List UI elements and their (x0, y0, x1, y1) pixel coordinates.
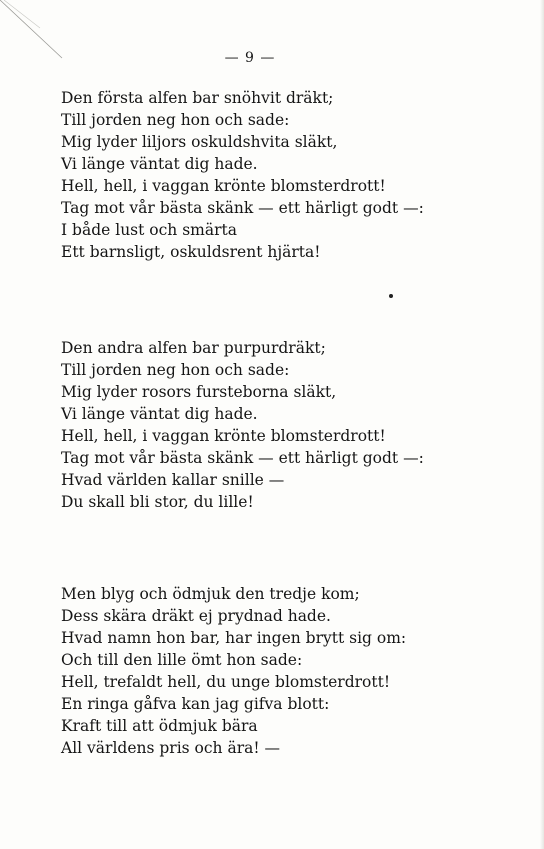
stanza-1 (61, 87, 501, 263)
stray-ink-dot (389, 294, 393, 298)
verse-line: Mig lyder liljors oskuldshvita släkt, (61, 133, 338, 151)
page-number: — 9 — (224, 50, 276, 66)
verse-line: Tag mot vår bästa skänk — ett härligt godt —: (61, 199, 424, 217)
verse-line: Dess skära dräkt ej prydnad hade. (61, 607, 331, 625)
page-edge (540, 0, 544, 849)
verse-line: Den första alfen bar snöhvit dräkt; (61, 89, 334, 107)
verse-line: Och till den lille ömt hon sade: (61, 651, 303, 669)
verse-line: Till jorden neg hon och sade: (61, 111, 290, 129)
verse-line: Hell, hell, i vaggan krönte blomsterdrott! (61, 427, 386, 445)
verse-line: Vi länge väntat dig hade. (61, 405, 258, 423)
stanza-2 (61, 337, 501, 513)
verse-line: Mig lyder rosors fursteborna släkt, (61, 383, 337, 401)
verse-line: Tag mot vår bästa skänk — ett härligt godt —: (61, 449, 424, 467)
verse-line: Men blyg och ödmjuk den tredje kom; (61, 585, 360, 603)
verse-line: All världens pris och ära! — (61, 739, 280, 757)
verse-line: Kraft till att ödmjuk bära (61, 717, 258, 735)
verse-line: Hell, hell, i vaggan krönte blomsterdrott! (61, 177, 386, 195)
verse-line: Ett barnsligt, oskuldsrent hjärta! (61, 243, 321, 261)
verse-line: En ringa gåfva kan jag gifva blott: (61, 695, 330, 713)
verse-line: Hell, trefaldt hell, du unge blomsterdrott! (61, 673, 391, 691)
verse-line: Till jorden neg hon och sade: (61, 361, 290, 379)
verse-line: Den andra alfen bar purpurdräkt; (61, 339, 326, 357)
verse-line: Vi länge väntat dig hade. (61, 155, 258, 173)
verse-line: Hvad namn hon bar, har ingen brytt sig om: (61, 629, 407, 647)
verse-line: Du skall bli stor, du lille! (61, 493, 254, 511)
verse-line: Hvad världen kallar snille — (61, 471, 285, 489)
stanza-3 (61, 583, 501, 759)
verse-line: I både lust och smärta (61, 221, 237, 239)
